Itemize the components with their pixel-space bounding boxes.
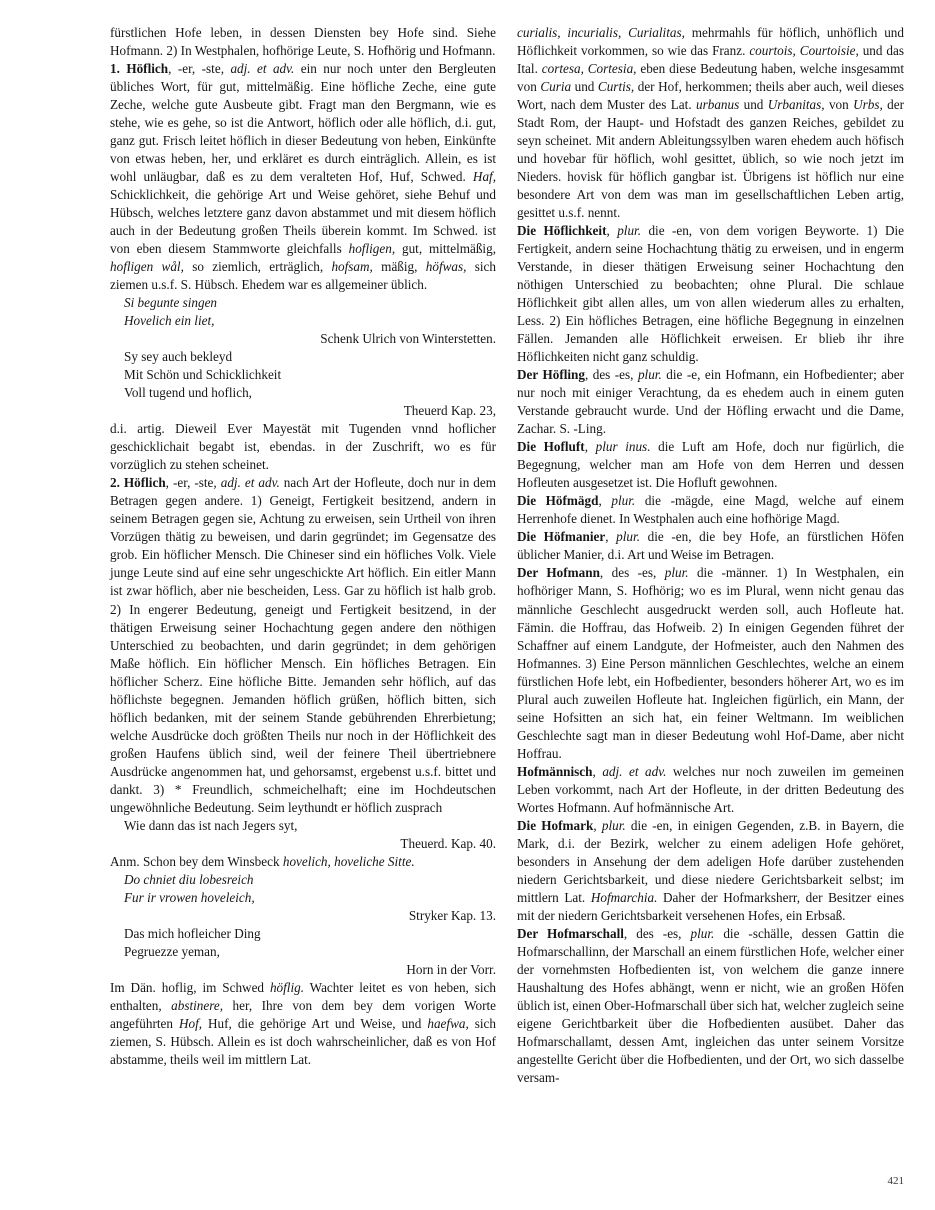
text-run: Wachter leitet es von heben, sich enthalten, (110, 979, 496, 1013)
verse-line (110, 312, 496, 330)
citation-source (110, 402, 496, 420)
text-run: Pegruezze yeman, (124, 943, 220, 959)
headword: Die Hofmark (517, 817, 594, 833)
text-run: die -mägde, eine Magd, welche auf einem Herrenhofe dienet. In Westphalen auch eine hofhörige Magd. (517, 493, 905, 527)
italic-text: plur. (611, 493, 636, 509)
italic-text: hofsam, (331, 259, 373, 275)
dictionary-entry (517, 763, 904, 817)
text-run: Horn in der Vorr. (406, 961, 496, 977)
verse-line (110, 348, 496, 366)
headword: Die Hofluft (517, 439, 585, 455)
text-run: der Hof, herkommen; theils aber auch, weil dieses Wort, nach dem Muster des Lat. (517, 79, 905, 113)
dictionary-entry (517, 817, 904, 925)
headword: 2. Höflich (110, 475, 166, 491)
italic-text: plur. (616, 529, 640, 545)
text-run: , -er, -ste, (165, 475, 221, 491)
italic-text: Hof, (178, 1015, 203, 1031)
italic-text: plur. (637, 367, 662, 383)
italic-text: Curtis, (597, 79, 635, 95)
dictionary-entry (517, 24, 904, 222)
italic-text: höfwas, (425, 259, 467, 275)
verse-line (110, 817, 496, 835)
text-run: , (592, 763, 603, 779)
italic-text: hovelich, hoveliche Sitte. (282, 853, 415, 869)
text-run: , (606, 223, 618, 239)
headword: Hofmännisch (517, 763, 593, 779)
italic-text: plur. (664, 565, 689, 581)
italic-text: Si begunte singen (124, 295, 218, 311)
text-run: fürstlichen Hofe leben, in dessen Diensten bey Hofe sind. Siehe Hofmann. 2) In Westphalen, hofhörige Leute, S. Hofhörig und Hofmann. (110, 25, 496, 59)
text-run: sich ziemen, S. Hübsch. Allein es ist doch wahrscheinlicher, daß es von Hof abstamme, theils weil im mittlern Lat. (110, 1015, 496, 1067)
italic-text: urbanus (696, 97, 740, 113)
text-run: Das mich hofleicher Ding (124, 925, 261, 941)
dictionary-entry (110, 474, 496, 816)
page-number: 421 (887, 1175, 904, 1187)
headword: Die Höfmanier (517, 529, 606, 545)
citation-source (110, 907, 496, 925)
text-run: und (739, 97, 768, 113)
text-run: mäßig, (372, 259, 426, 275)
headword: Der Höfling (517, 367, 585, 383)
italic-text: Curia (540, 79, 572, 95)
dictionary-entry (517, 366, 904, 438)
text-run: die -en, die bey Hofe, an fürstlichen Höfen üblicher Manier, d.i. Art und Weise im Betragen. (517, 529, 905, 563)
italic-text: Hofmarchia. (590, 889, 658, 905)
italic-text: Fur ir vrowen hoveleich, (124, 889, 255, 905)
dictionary-entry (517, 564, 904, 762)
text-run: gut, mittelmäßig, (395, 241, 496, 257)
text-run: die Luft am Hofe, doch nur figürlich, die Begegnung, welcher man am Hofe von dem Herren und dessen Hofleuten ausgesetzet ist. Die Hofluft gewohnen. (517, 439, 905, 491)
dictionary-entry (517, 438, 904, 492)
italic-text: Hovelich ein liet, (124, 313, 215, 329)
text-run: d.i. artig. Dieweil Ever Mayestät mit Tugenden vnnd hoflicher geschicklichait begabt ist, ebendas. in der Zuschrift, wo es für vorzüglich zu stehen scheinet. (110, 421, 496, 473)
text-run: ein nur noch unter den Bergleuten übliches Wort, für gut, mittelmäßig. Eine höfliche Zeche, eine gute Zeche, welche gute Ausbeute gibt. Fragt man den Bergmann, wie es stehe, wie es gehe, so ist die Antwort, höflich oder alle höflich, d.i. gut, ganz gut. Frisch leitet höflich in dieser Bedeutung von heben, Einkünfte von etwas heben, her, und erkläret es durch einträglich. Allein, es ist wohl unläugbar, daß es zu dem veralteten Hof, Huf, Schwed. (110, 61, 496, 185)
text-run: , (593, 817, 602, 833)
verse-line (110, 871, 496, 889)
text-run: die -schälle, dessen Gattin die Hofmarschallinn, der Marschall an einem fürstlichen Hofe, welcher einer der vornehmsten Hofbedienten ist, von welchem die ganze innere Haushaltung des Hofes abhängt, wenn er nicht, wie an großen Höfen üblich ist, einen Ober-Hofmarschall über sich hat, welcher zugleich seine eigene Gerichtbarkeit über die Hofbedienten ausübet. Daher das Hofmarschallamt, dessen Amt, ingleichen das unter seinem Vorsitze angestellte Gericht über die Hofbedienten, und der Ort, wo sich dasselbe versam- (517, 925, 904, 1085)
note-paragraph (110, 420, 496, 474)
headword: Die Höfmägd (517, 493, 599, 509)
text-run: Daher der Hofmarksherr, der Besitzer eines mit der niedern Gerichtsbarkeit versehenen Hofes, ein Erbsaß. (517, 889, 905, 923)
text-run: von (824, 97, 854, 113)
verse-line (110, 943, 496, 961)
text-run: , des -es, (599, 565, 665, 581)
text-run: eben diese Bedeutung haben, welche insgesammt von (517, 61, 904, 95)
italic-text: hofligen wål, (110, 259, 184, 275)
text-run: welches nur noch zuweilen im gemeinen Leben vorkommt, nach Art der Hofleute, in der dritten Bedeutung des Wortes Hofmann. Auf hofmännische Art. (517, 763, 904, 815)
dictionary-entry (517, 528, 904, 564)
italic-text: adj. et adv. (230, 61, 295, 77)
text-run: her, Ihre von dem bey dem vorigen Worte angeführten (110, 997, 496, 1031)
verse-line (110, 889, 496, 907)
text-run: , des -es, (584, 367, 638, 383)
note-paragraph (110, 853, 496, 871)
note-paragraph (110, 979, 496, 1069)
headword: Die Höflichkeit (517, 223, 607, 239)
italic-text: curialis, incurialis, Curialitas, (517, 25, 685, 40)
right-column (517, 24, 904, 1087)
verse-line (110, 384, 496, 402)
italic-text: Do chniet diu lobesreich (124, 871, 254, 887)
text-run: und (571, 79, 598, 95)
text-run: Huf, die gehörige Art und Weise, und (202, 1015, 428, 1031)
text-run: so ziemlich, erträglich, (183, 259, 332, 275)
italic-text: Urbs, (853, 97, 883, 113)
text-run: , (584, 439, 596, 455)
dictionary-entry (517, 925, 904, 1087)
text-run: und das Ital. (517, 43, 904, 77)
text-run: mehrmahls für höflich, unhöflich und Höflichkeit vorkommen, so wie das Franz. (517, 25, 904, 59)
verse-line (110, 366, 496, 384)
italic-text: courtois, Courtoisie, (749, 43, 859, 59)
italic-text: plur. (690, 925, 715, 941)
headword: Der Hofmarschall (517, 925, 624, 941)
text-run: Mit Schön und Schicklichkeit (124, 367, 282, 383)
headword: Der Hofmann (517, 565, 600, 581)
dictionary-entry (110, 24, 496, 60)
text-run: Im Dän. hoflig, im Schwed (110, 979, 270, 995)
left-column (110, 24, 496, 1069)
text-run: , des -es, (623, 925, 691, 941)
text-run: nach Art der Hofleute, doch nur in dem Betragen gegen andere. 1) Geneigt, Fertigkeit besitzend, andern in seinem Betragen gegen sie, Achtung zu erweisen, sein Urtheil von ihren Vorzügen thätig zu beweisen, und darin gegründet; im Gegensatze des grob. Ein höflicher Mensch. Die Chineser sind ein höfliches Volk. Viele junge Leute sind auf eine sehr ungeschickte Art höflich. Ein eitler Mann ist zwar höflich, aber nie bescheiden, Less. Gar zu höflich ist halb grob. 2) In engerer Bedeutung, geneigt und Fertigkeit besitzend, in der thätigen Erweisung seiner Hochachtung gegen andere den nöthigen Unterschied zu beobachten, und darin gegründet; in dem gehörigen Maße höflich. Ein höflicher Mensch. Ein höfliches Betragen. Ein höflicher Scherz. Eine höfliche Bitte. Jemanden sehr höflich, auf das höflichste begegnen. Jemanden höflich grüßen, höflich bitten, sich höflich bedanken, mit der seinem Stande gebührenden Ehrerbietung; welche Ausdrücke doch größten Theils nur noch in der Höflichkeit des großen Haufens üblich sind, weil der feinere Theil übertriebnere Ausdrücke angenommen hat, und gehorsamst, ergebenst u.s.f. bittet und dankt. 3) * Freundlich, schmeichelhaft; eine im Hochdeutschen ungewöhnliche Bedeutung. Seim leythundt er höflich zusprach (110, 475, 496, 815)
verse-line (110, 925, 496, 943)
text-run: die -männer. 1) In Westphalen, ein hofhöriger Mann, S. Hofhörig; wo es im Plural, wenn nicht genau das männliche Geschlecht ausgedruckt werden soll, auch Hofleute hat. Fämin. die Hoffrau, das Hofweib. 2) In einigen Gegenden führet der Schaffner auf einem Landgute, der Hofmeister, auch den Nahmen des Hofmannes. 3) Eine Person männlichen Geschlechtes, welche an einem fürstlichen Hofe lebt, ein Hofbedienter, besonders höherer Art, wo es im Plural auch zuweilen Hofleute hat. Ingleichen figürlich, ein Mann, der seine Hofsitten an sich hat, ein feiner Weltmann. Im weiblichen Geschlechte sagt man in dieser Bedeutung wohl Hof-Dame, aber nicht Hoffrau. (517, 565, 904, 761)
text-run: , (605, 529, 617, 545)
text-run: Schicklichkeit, die gehörige Art und Weise gehöret, siehe Behuf und Hübsch, welches letztere ganz davon abstammet und mit diesem höflich auch in der Bedeutung großen Theils überein kommt. Im Schwed. ist von eben diesem Stammworte gleichfalls (110, 187, 496, 257)
verse-line (110, 294, 496, 312)
citation-source (110, 835, 496, 853)
text-run: Stryker Kap. 13. (408, 907, 496, 923)
italic-text: cortesa, Cortesia, (541, 61, 637, 77)
text-run: Theuerd. Kap. 40. (400, 835, 496, 851)
citation-source (110, 330, 496, 348)
italic-text: Urbanitas, (767, 97, 825, 113)
dictionary-entry (110, 60, 496, 294)
italic-text: haefwa, (427, 1015, 469, 1031)
text-run: die -en, in einigen Gegenden, z.B. in Bayern, die Mark, d.i. der Bezirk, welcher zu einem adeligen Hofe gehöret, besonders in Ansehung der dem adeligen Hofe darüber zustehenden niedern Gerichtsbarkeit, und diese niedere Gerichtsbarkeit selbst; im mittlern Lat. (517, 817, 904, 905)
italic-text: adj. et adv. (220, 475, 280, 491)
text-run: der Stadt Rom, der Haupt- und Hofstadt des ganzen Reiches, gebildet zu seyn scheinet. Mit andern Ableitungssylben waren ehedem auch höfisch und hovebar für höflich, wohl gesittet, üblich, so wie noch jetzt im Nieders. hovisk für höflich gangbar ist. Übrigens ist höflich nur eine besondere Art von dem was man im gesellschaftlichen Leben artig, gesittet u.s.f. nennt. (517, 97, 904, 221)
citation-source (110, 961, 496, 979)
dictionary-entry (517, 222, 904, 366)
italic-text: adj. et adv. (602, 763, 667, 779)
italic-text: plur inus. (595, 439, 651, 455)
text-run: Sy sey auch bekleyd (124, 349, 233, 365)
italic-text: hofligen, (348, 241, 396, 257)
italic-text: plur. (617, 223, 642, 239)
text-run: , -er, -ste, (168, 61, 231, 77)
text-run: Theuerd Kap. 23, (403, 403, 496, 419)
italic-text: abstinere, (171, 997, 224, 1013)
italic-text: plur. (601, 817, 626, 833)
text-run: die -en, von dem vorigen Beyworte. 1) Die Fertigkeit, andern seine Hochachtung thätig zu erweisen, und in engerm Verstande, in dieser thätigen Erweisung seiner Hochachtung den nöthigen Unterschied zu beobachten; ohne Plural. Die schlaue Höflichkeit gibt allen alles, um von allen wiederum alles zu erhalten, Less. 2) Ein höfliches Betragen, eine höfliche Begegnung in einzelnen Fällen. Jemanden alle Höflichkeit erweisen. Er blieb ihr ihre Höflichkeiten nicht ganz schuldig. (517, 223, 904, 365)
headword: 1. Höflich (110, 61, 169, 77)
italic-text: höflig. (269, 979, 305, 995)
dictionary-entry (517, 492, 904, 528)
text-run: sich ziemen u.s.f. S. Hübsch. Ehedem war es allgemeiner üblich. (110, 259, 497, 293)
text-run: Anm. Schon bey dem Winsbeck (110, 853, 283, 869)
text-run: Voll tugend und hoflich, (124, 385, 252, 401)
text-run: die -e, ein Hofmann, ein Hofbedienter; aber nur noch mit einiger Verachtung, da es ehedem auch in einem guten Verstande gebraucht wurde. Und der Höfling erwacht und die Dame, Zachar. S. -Ling. (517, 367, 904, 437)
text-run: Schenk Ulrich von Winterstetten. (320, 331, 496, 347)
text-run: , (598, 493, 612, 509)
italic-text: Haf, (472, 169, 496, 185)
text-run: Wie dann das ist nach Jegers syt, (124, 817, 298, 833)
